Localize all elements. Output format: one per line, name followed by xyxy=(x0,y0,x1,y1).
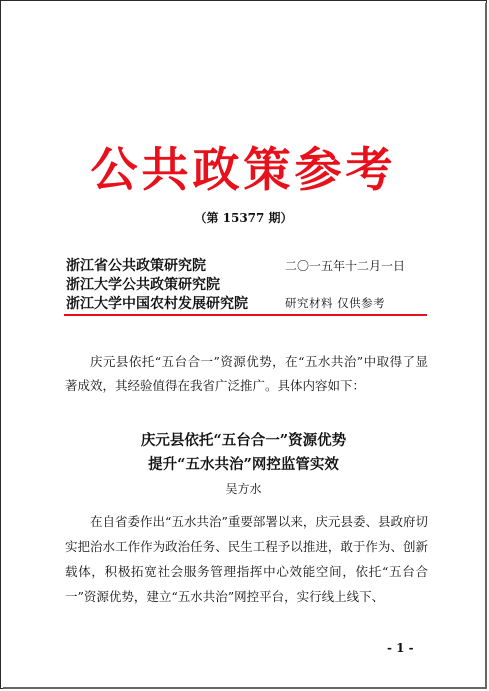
issuer-2: 浙江大学公共政策研究院 xyxy=(66,277,220,293)
author-name: 吴方水 xyxy=(225,482,262,496)
issuer-1: 浙江省公共政策研究院 xyxy=(66,258,206,274)
body-paragraph: 在自省委作出“五水共治”重要部署以来，庆元县委、县政府切实把治水工作作为政治任务、民生工程予以推进，敢于作为、创新载体，积极拓宽社会服务管理指挥中心效能空间，依托“五台合一”资源优势，建立“五水共治”网控平台，实行线上线下、 xyxy=(65,514,428,604)
article-title-line-2: 提升“五水共治”网控监管实效 xyxy=(148,456,339,473)
issue-date: 二〇一五年十二月一日 xyxy=(285,259,406,273)
masthead-title: 公共政策参考 xyxy=(90,143,397,198)
reference-note: 研究材料 仅供参考 xyxy=(285,296,386,310)
issue-number: （第 15377 期） xyxy=(194,211,293,225)
article-title xyxy=(1,429,486,477)
issuer-3: 浙江大学中国农村发展研究院 xyxy=(66,296,248,312)
article-title-line-1: 庆元县依托“五台合一”资源优势 xyxy=(140,432,347,449)
red-divider xyxy=(64,314,427,316)
page-number: - 1 - xyxy=(387,641,414,655)
intro-paragraph: 庆元县依托“五台合一”资源优势，在“五水共治”中取得了显著成效，其经验值得在我省广泛推广。具体内容如下： xyxy=(65,354,428,393)
